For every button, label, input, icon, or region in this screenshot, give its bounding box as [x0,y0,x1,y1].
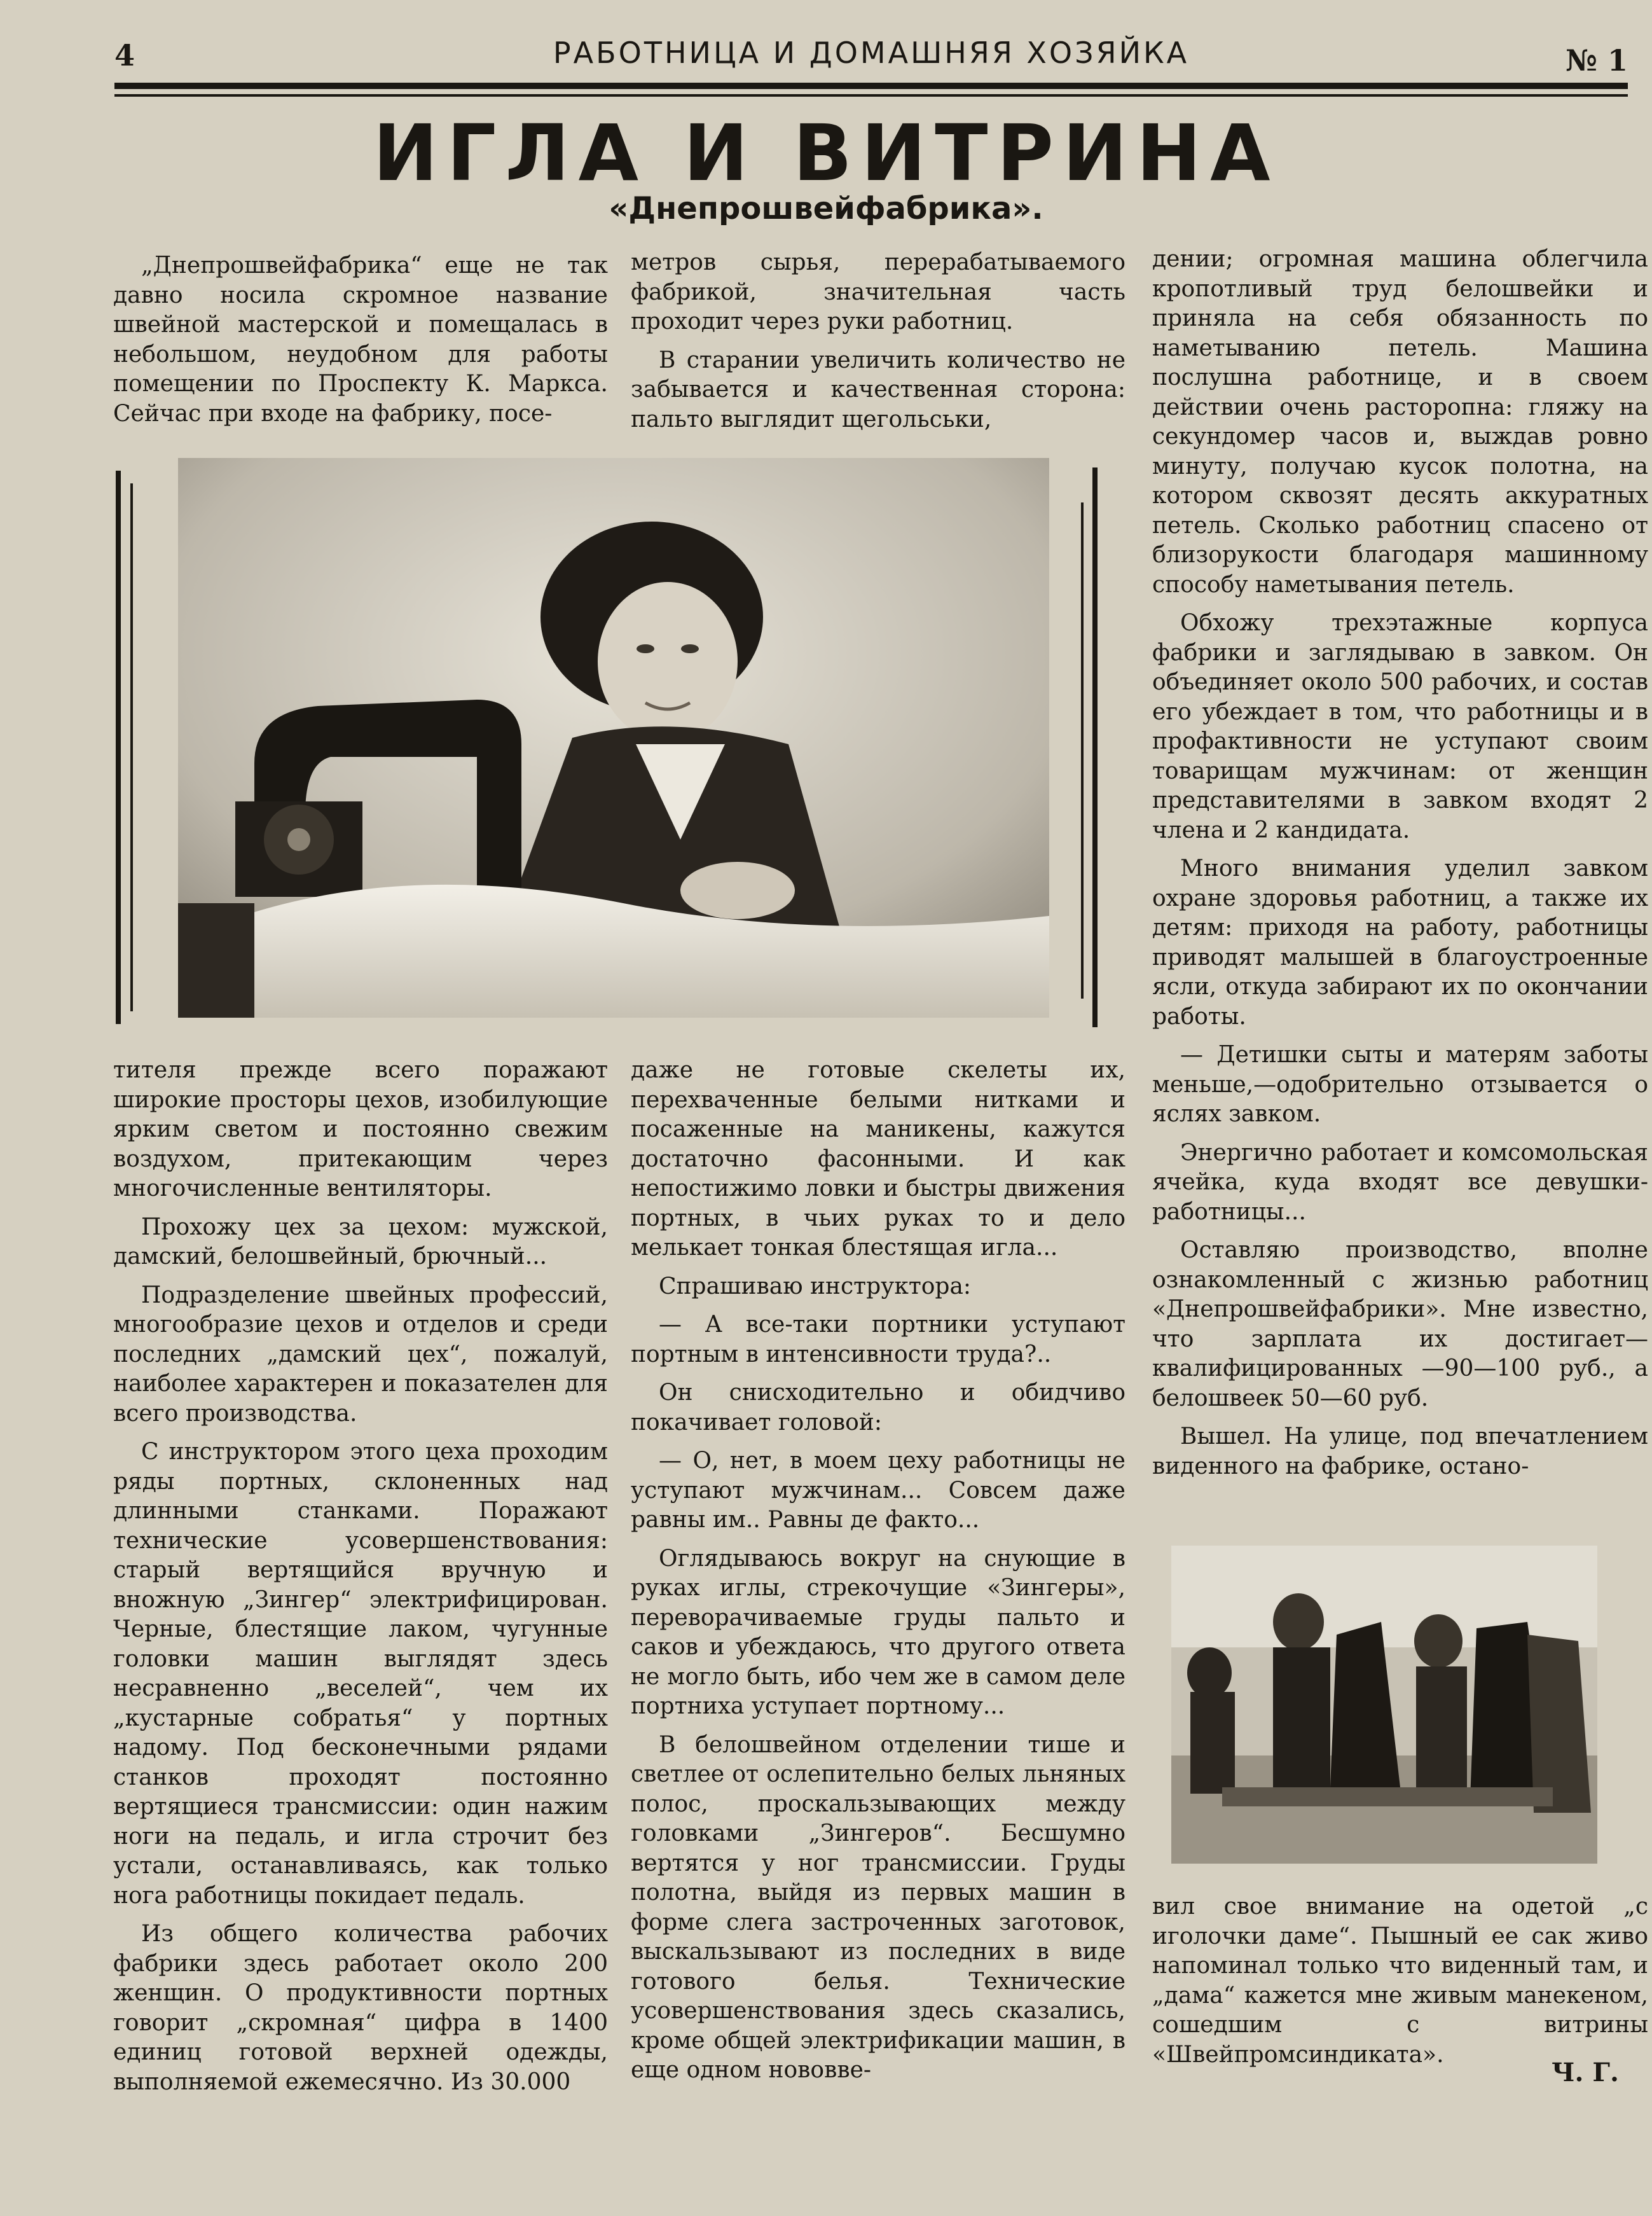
issue-number: № 1 [1565,43,1628,78]
paragraph: даже не готовые скелеты их, перехваченные белыми нитками и посаженные на маникены, кажутся достаточно фасонными. И как непостижимо ловки и быстры движения портных, в чьих руках то и дело мелькает тонкая блестящая игла... [631,1057,1125,1261]
paragraph: Оставляю производство, вполне ознакомленный с жизнью работниц «Днепрошвейфабрики». Мне известно, что зарплата их достигает—квалифицированных —90—100 руб., а белошвеек 50—60 руб. [1152,1237,1648,1411]
page-header [114,11,1628,81]
paragraph: „Днепрошвейфабрика“ еще не так давно носила скромное название швейной мастерской и помещалась в небольшом, неудобном для работы помещении по Проспекту К. Маркса. Сейчас при входе на фабрику, посе- [113,253,608,427]
header-rule-thin [114,94,1628,97]
paragraph: С инструктором этого цеха проходим ряды портных, склоненных над длинными станками. Поражают технические усовершенствования: старый вертящийся вручную и вножную „Зингер“ электрифицирован. Черные, блестящие лаком, чугунные головки машин выглядят здесь несравненно „веселей“, чем их „кустарные собратья“ у портных надому. Под бесконечными рядами станков проходят постоянно вертящиеся трансмиссии: один нажим ноги на педаль, и игла строчит без устали, останавливаясь, как только нога работницы покидает педаль. [113,1439,608,1909]
article-title: ИГЛА И ВИТРИНА [373,108,1279,198]
paragraph: — Детишки сыты и матерям заботы меньше,—одобрительно отзывается о яслях завком. [1152,1042,1648,1127]
paragraph: тителя прежде всего поражают широкие просторы цехов, изобилующие ярким светом и постоянно свежим воздухом, притекающим через многочисленные вентиляторы. [113,1057,608,1201]
author-signature: Ч. Г. [1552,2058,1619,2088]
paragraph: Обхожу трехэтажные корпуса фабрики и заглядываю в завком. Он объединяет около 500 рабочих, и состав его убеждает в том, что работницы и в профактивности не уступают своим товарищам мужчинам: от женщин представителями в завком входят 2 члена и 2 кандидата. [1152,610,1648,843]
column-3 [1152,245,1648,1490]
paragraph: Много внимания уделил завком охране здоровья работниц, а также их детям: приходя на работу, работницы приводят малышей в благоустроенные ясли, откуда забирают их по окончании работы. [1152,855,1648,1030]
photo-workers-with-garments [1171,1546,1597,1864]
frame-bar-right-inner [1081,502,1084,999]
paragraph: Оглядываюсь вокруг на снующие в руках иглы, стрекочущие «Зингеры», переворачиваемые груды пальто и саков и убеждаюсь, что другого ответа не могло быть, ибо чем же в самом деле портниха уступает портному... [631,1545,1125,1719]
paragraph: В белошвейном отделении тише и светлее от ослепительно белых льняных полос, проскальзывающих между головками „Зингеров“. Бесшумно вертятся у ног трансмиссии. Груды полотна, выйдя из первых машин в форме слега застроченных заготовок, выскальзывают из последних в виде готового белья. Технические усовершенствования здесь сказались, кроме общей электрификации машин, в еще одном нововве- [631,1731,1125,2083]
paragraph: — О, нет, в моем цеху работницы не уступают мужчинам... Совсем даже равны им.. Равны де факто... [631,1448,1125,1533]
photo-seamstress-image [178,458,1049,1018]
frame-bar-left-inner [130,483,133,1011]
column-2-bottom [631,1056,1125,2095]
column-3-bottom [1152,1892,1648,2079]
paragraph: Вышел. На улице, под впечатлением виденного на фабрике, остано- [1152,1423,1648,1479]
paragraph: дении; огромная машина облегчила кропотливый труд белошвейки и приняла на себя обязанность по наметыванию петель. Машина послушна работнице, и в своем действии очень расторопна: гляжу на секундомер часов и, выждав ровно минуту, получаю кусок полотна, на котором сквозят десять аккуратных петель. Сколько работниц спасено от близорукости благодаря машинному способу наметывания петель. [1152,246,1648,598]
paragraph: Из общего количества рабочих фабрики здесь работает около 200 женщин. О продуктивности портных говорит „скромная“ цифра в 1400 единиц готовой верхней одежды, выполняемой ежемесячно. Из 30.000 [113,1921,608,2095]
page-number: 4 [114,38,135,73]
magazine-title: РАБОТНИЦА И ДОМАШНЯЯ ХОЗЯЙКА [553,36,1190,70]
paragraph: В старании увеличить количество не забывается и качественная сторона: пальто выглядит щегольськи, [631,347,1125,433]
paragraph: — А все-таки портники уступают портным в интенсивности труда?.. [631,1312,1125,1368]
column-1-bottom [113,1056,608,2106]
column-1-top [113,251,608,438]
column-2-top [631,248,1125,443]
frame-bar-left-outer [116,471,121,1024]
paragraph: Спрашиваю инструктора: [659,1273,972,1299]
paragraph: Подразделение швейных профессий, многообразие цехов и отделов и среди последних „дамский цех“, пожалуй, наиболее характерен и показателен для всего производства. [113,1282,608,1427]
header-rule [114,83,1628,89]
paragraph: Прохожу цех за цехом: мужской, дамский, белошвейный, брючный... [113,1214,608,1270]
paragraph: метров сырья, перерабатываемого фабрикой, значительная часть проходит через руки работниц. [631,249,1125,335]
photo-workers-image [1171,1546,1597,1864]
paragraph: вил свое внимание на одетой „с иголочки даме“. Пышный ее сак живо напоминал только что виденный там, и „дама“ кажется мне живым манекеном, сошедшим с витрины «Швейпромсиндиката». [1152,1894,1648,2068]
article-subtitle: «Днепрошвейфабрика». [609,191,1043,226]
photo-seamstress-at-sewing-machine [178,458,1049,1018]
paragraph: Энергично работает и комсомольская ячейка, куда входят все девушки-работницы... [1152,1139,1648,1225]
frame-bar-right-outer [1092,467,1098,1027]
paragraph: Он снисходительно и обидчиво покачивает головой: [631,1380,1125,1436]
